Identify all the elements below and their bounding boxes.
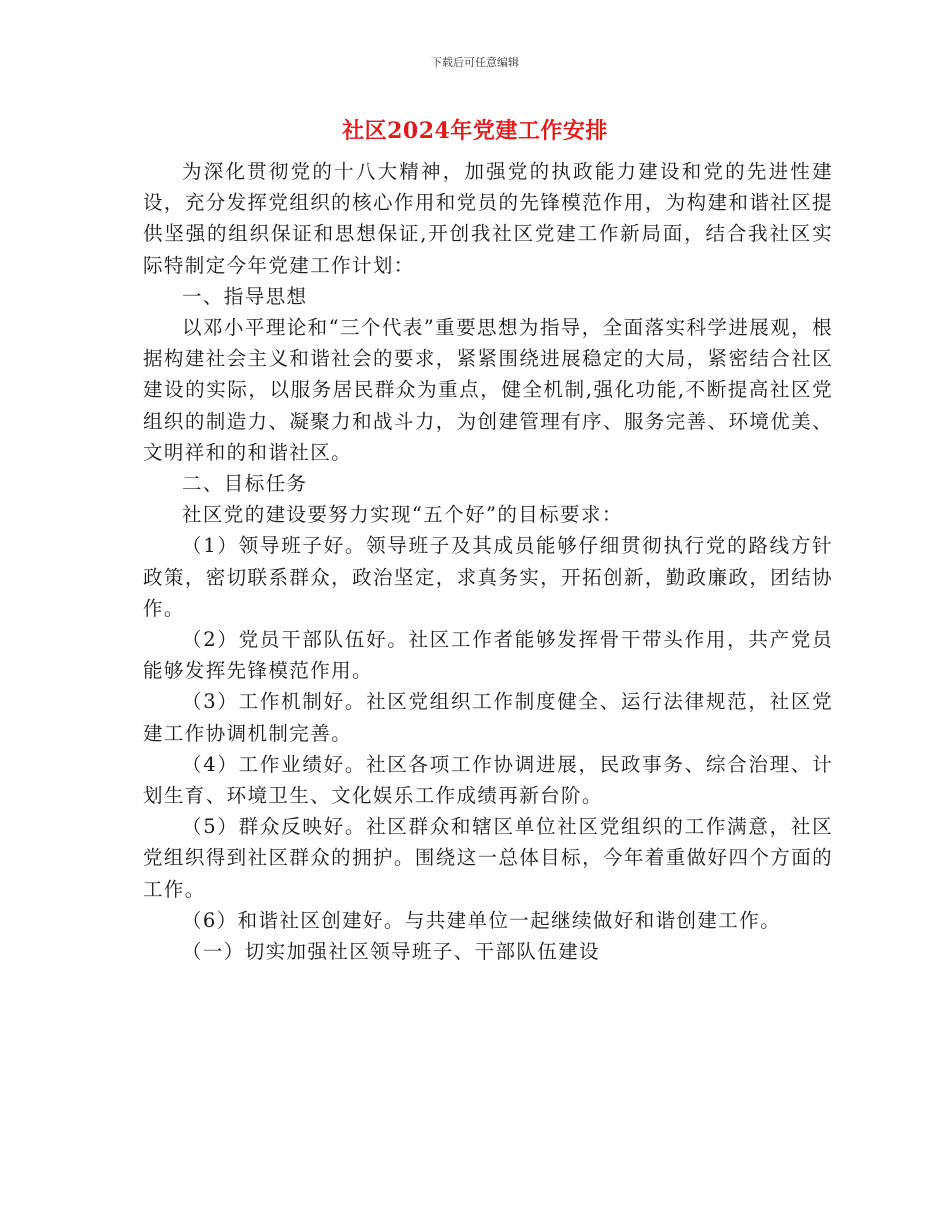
list-item-4: （4）工作业绩好。社区各项工作协调进展，民政事务、综合治理、计划生育、环境卫生、文化娱乐工作成绩再新台阶。 <box>143 752 833 808</box>
heading-guiding-thought: 一、指导思想 <box>182 284 308 308</box>
heading-goals: 二、目标任务 <box>182 472 308 496</box>
list-item-1: （1）领导班子好。领导班子及其成员能够仔细贯彻执行党的路线方针政策，密切联系群众，政治坚定，求真务实，开拓创新，勤政廉政，团结协作。 <box>143 534 833 620</box>
list-item-2: （2）党员干部队伍好。社区工作者能够发挥骨干带头作用，共产党员能够发挥先锋模范作用。 <box>143 628 833 683</box>
subheading-leadership: （一）切实加强社区领导班子、干部队伍建设 <box>182 940 601 964</box>
paragraph-intro: 为深化贯彻党的十八大精神，加强党的执政能力建设和党的先进性建设，充分发挥党组织的核心作用和党员的先锋模范作用，为构建和谐社区提供坚强的组织保证和思想保证,开创我社区党建工作新局面，结合我社区实际特制定今年党建工作计划： <box>143 160 833 277</box>
document-body <box>143 156 833 967</box>
header-note: 下载后可任意编辑 <box>431 56 519 69</box>
paragraph-goals-intro: 社区党的建设要努力实现“五个好”的目标要求： <box>182 503 623 527</box>
document-title: 社区2024年党建工作安排 <box>342 118 608 144</box>
list-item-5: （5）群众反映好。社区群众和辖区单位社区党组织的工作满意，社区党组织得到社区群众的拥护。围绕这一总体目标，今年着重做好四个方面的工作。 <box>143 815 833 901</box>
list-item-3: （3）工作机制好。社区党组织工作制度健全、运行法律规范，社区党建工作协调机制完善。 <box>143 690 833 745</box>
paragraph-guiding-thought: 以邓小平理论和“三个代表”重要思想为指导，全面落实科学进展观，根据构建社会主义和谐社会的要求，紧紧围绕进展稳定的大局，紧密结合社区建设的实际，以服务居民群众为重点，健全机制,强化功能,不断提高社区党组织的制造力、凝聚力和战斗力，为创建管理有序、服务完善、环境优美、文明祥和的和谐社区。 <box>143 316 833 464</box>
list-item-6: （6）和谐社区创建好。与共建单位一起继续做好和谐创建工作。 <box>182 908 782 932</box>
